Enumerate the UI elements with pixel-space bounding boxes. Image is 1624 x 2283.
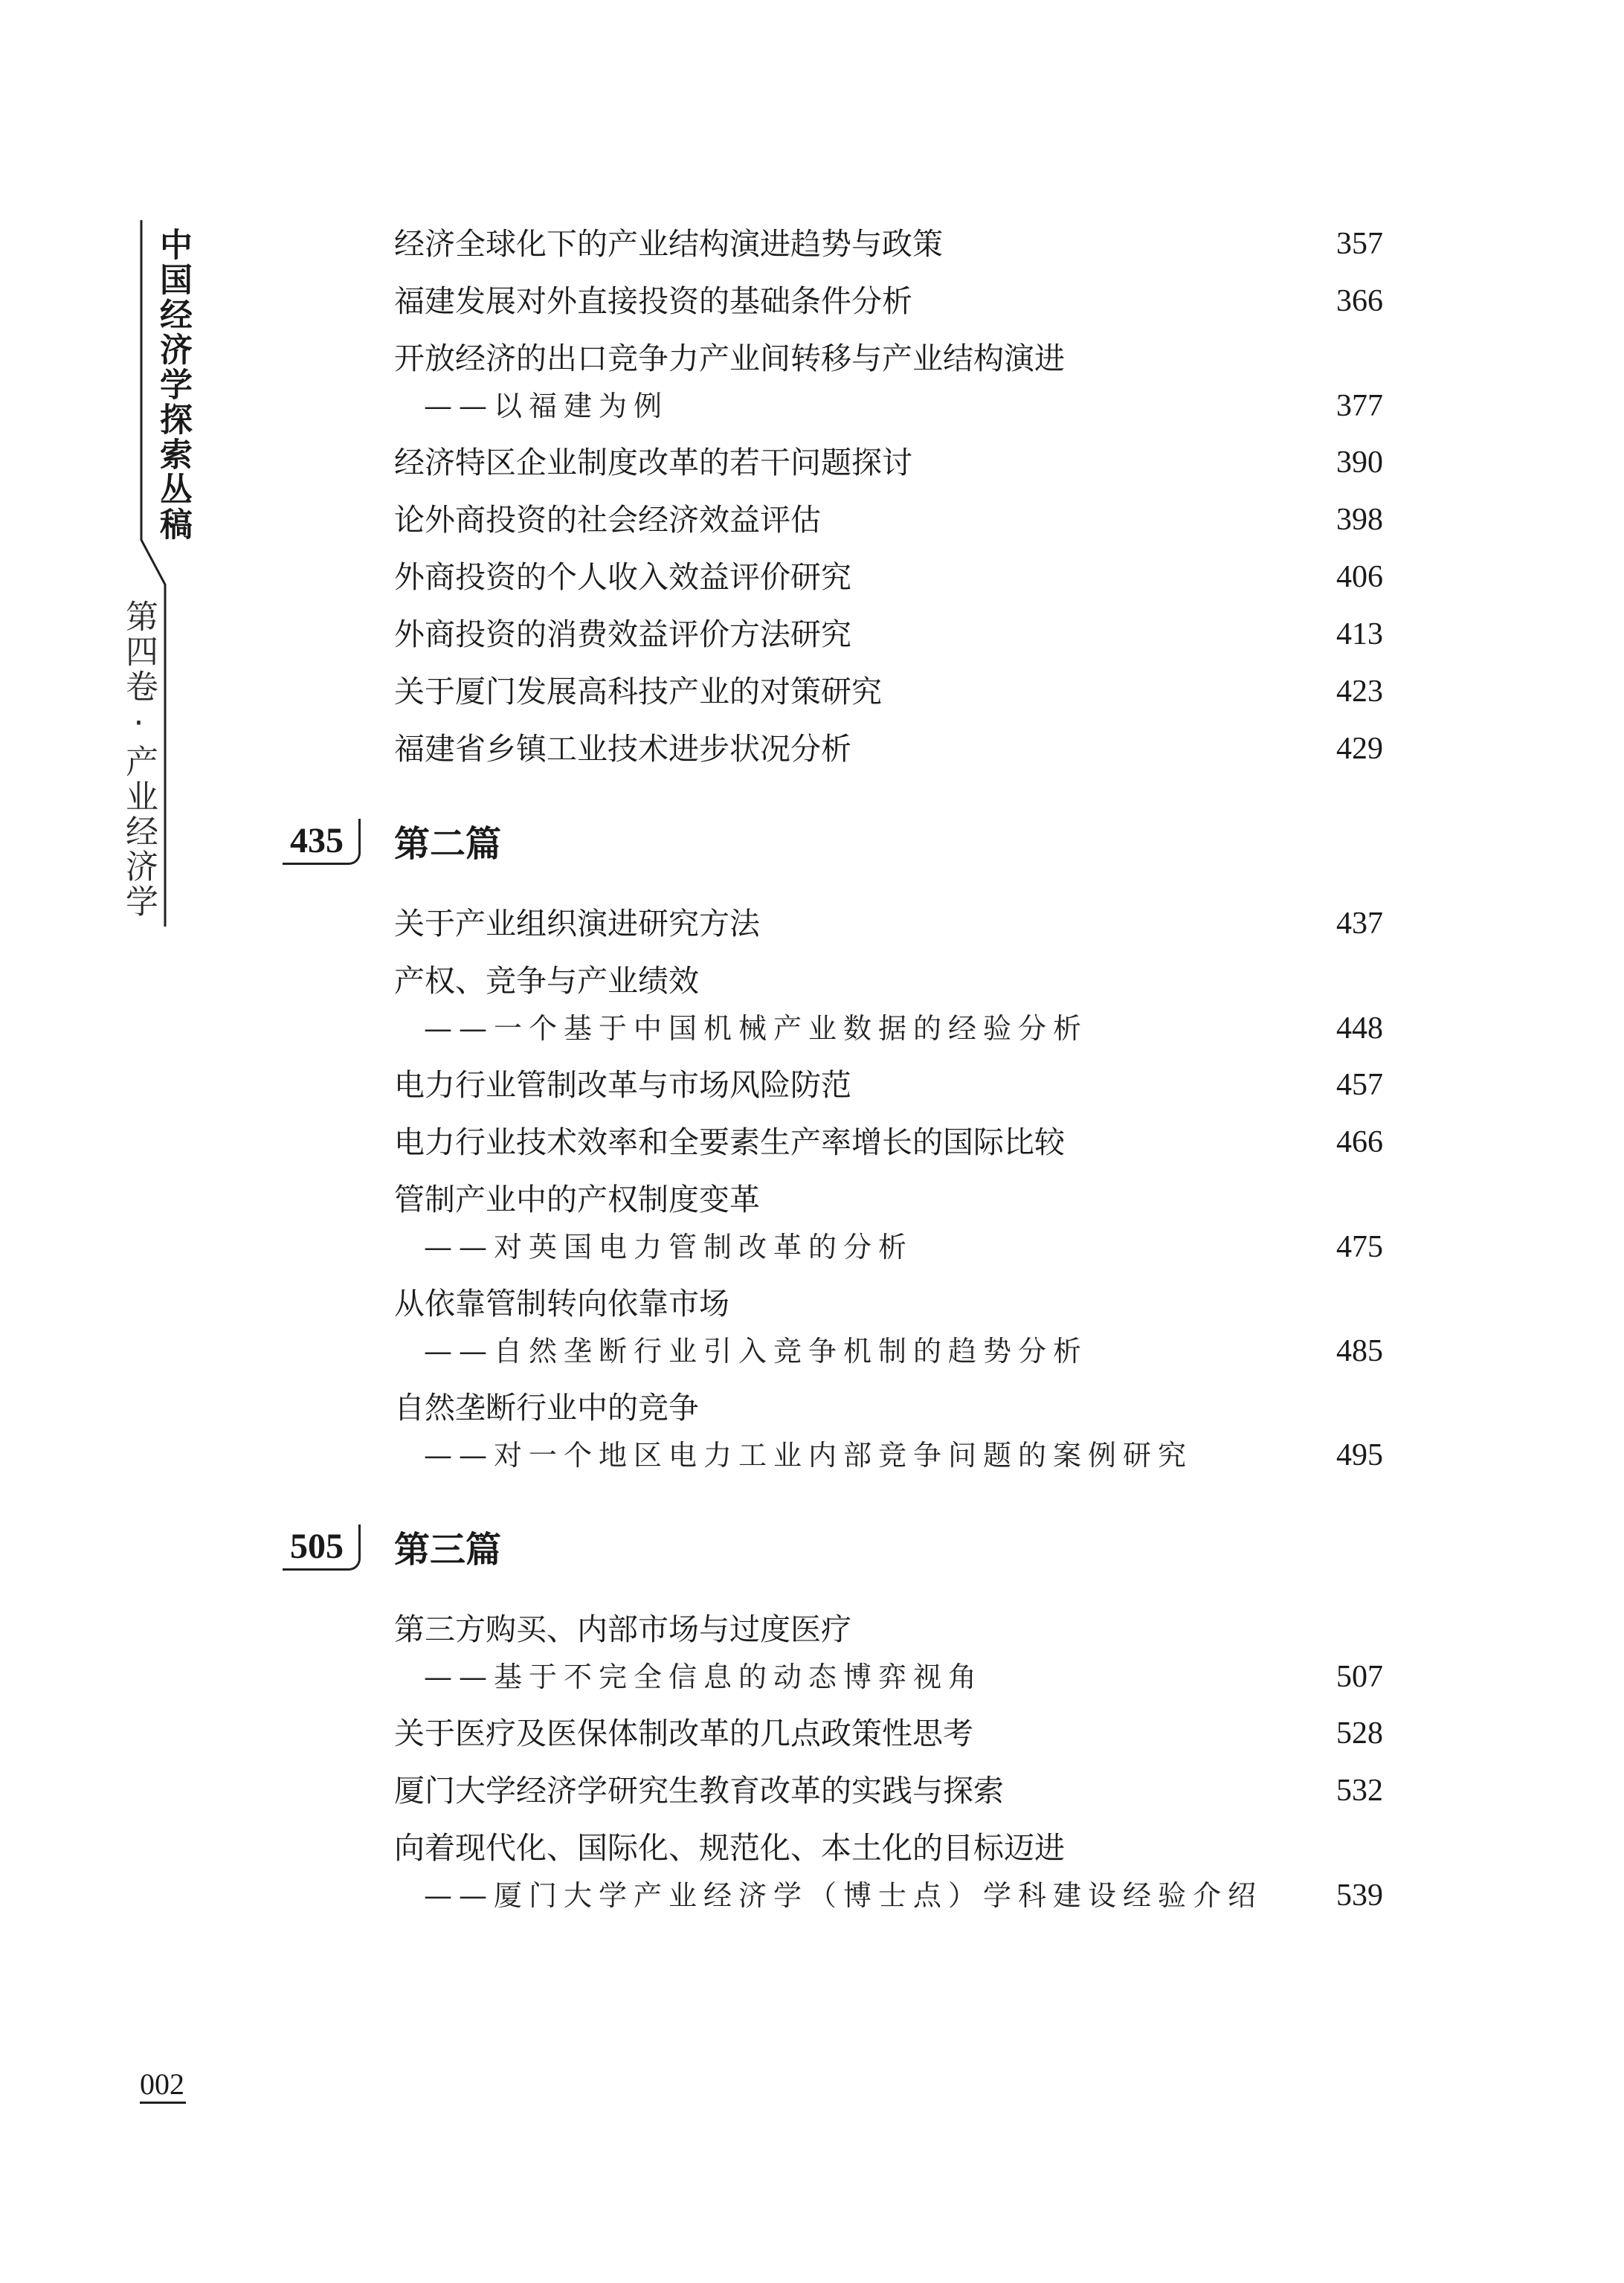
- volume-title: 第四卷·产业经济学: [120, 599, 158, 919]
- entry-subtitle: ——以福建为例: [424, 390, 669, 422]
- toc-entry[interactable]: [394, 1171, 1383, 1275]
- entry-page: 437: [1336, 907, 1383, 941]
- section-title: 第二篇: [394, 823, 502, 865]
- section-title: 第三篇: [394, 1529, 502, 1571]
- entry-title: 关于医疗及医保体制改革的几点政策性思考: [394, 1716, 973, 1751]
- toc-entry[interactable]: [394, 434, 1383, 492]
- toc-entry[interactable]: [394, 549, 1383, 606]
- entry-page: 532: [1336, 1774, 1383, 1808]
- toc-entry[interactable]: [394, 1705, 1383, 1762]
- entry-title: 经济特区企业制度改革的若干问题探讨: [394, 445, 912, 480]
- section-heading-2[interactable]: [290, 778, 1383, 895]
- entry-title: 厦门大学经济学研究生教育改革的实践与探索: [394, 1773, 1004, 1809]
- toc-group-3: [394, 1601, 1383, 1924]
- entry-title: 电力行业技术效率和全要素生产率增长的国际比较: [394, 1124, 1065, 1160]
- entry-page: 377: [1336, 389, 1383, 423]
- section-number: 435: [283, 819, 361, 865]
- entry-title: 外商投资的消费效益评价方法研究: [394, 616, 851, 652]
- entry-page: 495: [1336, 1438, 1383, 1472]
- toc-entry[interactable]: [394, 330, 1383, 434]
- toc-group-1: [394, 216, 1383, 778]
- entry-page: 475: [1336, 1230, 1383, 1264]
- entry-subtitle: ——自然垄断行业引入竞争机制的趋势分析: [424, 1335, 1089, 1368]
- entry-page: 398: [1336, 503, 1383, 537]
- entry-title: 从依靠管制转向依靠市场: [394, 1286, 729, 1321]
- entry-page: 448: [1336, 1011, 1383, 1046]
- toc-entry[interactable]: [394, 216, 1383, 273]
- toc-entry[interactable]: [394, 663, 1383, 721]
- entry-page: 539: [1336, 1878, 1383, 1913]
- entry-title: 福建发展对外直接投资的基础条件分析: [394, 283, 912, 319]
- toc-entry[interactable]: [394, 721, 1383, 778]
- side-rail: [119, 220, 192, 927]
- entry-title: 产权、竞争与产业绩效: [394, 963, 699, 999]
- toc-entry[interactable]: [394, 273, 1383, 330]
- entry-title: 管制产业中的产权制度变革: [394, 1182, 760, 1217]
- entry-page: 423: [1336, 674, 1383, 709]
- toc-entry[interactable]: [394, 1820, 1383, 1924]
- entry-title: 关于产业组织演进研究方法: [394, 906, 760, 941]
- toc-entry[interactable]: [394, 1762, 1383, 1820]
- entry-subtitle: ——一个基于中国机械产业数据的经验分析: [424, 1012, 1089, 1045]
- entry-title: 向着现代化、国际化、规范化、本土化的目标迈进: [394, 1830, 1065, 1866]
- entry-title: 开放经济的出口竞争力产业间转移与产业结构演进: [394, 341, 1065, 376]
- entry-title: 外商投资的个人收入效益评价研究: [394, 559, 851, 595]
- toc-entry[interactable]: [394, 1057, 1383, 1114]
- entry-page: 528: [1336, 1716, 1383, 1751]
- entry-page: 485: [1336, 1334, 1383, 1368]
- table-of-contents: [290, 216, 1383, 1924]
- toc-group-2: [394, 895, 1383, 1484]
- toc-entry[interactable]: [394, 953, 1383, 1057]
- entry-subtitle: ——厦门大学产业经济学（博士点）学科建设经验介绍: [424, 1879, 1263, 1912]
- entry-title: 电力行业管制改革与市场风险防范: [394, 1067, 851, 1103]
- page-number: 002: [140, 2067, 186, 2104]
- entry-subtitle: ——基于不完全信息的动态博弈视角: [424, 1661, 984, 1693]
- entry-subtitle: ——对英国电力管制改革的分析: [424, 1231, 914, 1263]
- entry-page: 429: [1336, 732, 1383, 766]
- entry-page: 466: [1336, 1125, 1383, 1159]
- entry-subtitle: ——对一个地区电力工业内部竞争问题的案例研究: [424, 1439, 1193, 1472]
- entry-page: 390: [1336, 445, 1383, 480]
- entry-page: 507: [1336, 1660, 1383, 1694]
- entry-title: 自然垄断行业中的竞争: [394, 1390, 699, 1426]
- entry-title: 福建省乡镇工业技术进步状况分析: [394, 731, 851, 767]
- section-number: 505: [283, 1524, 361, 1571]
- entry-title: 论外商投资的社会经济效益评估: [394, 502, 821, 538]
- toc-entry[interactable]: [394, 606, 1383, 663]
- entry-title: 关于厦门发展高科技产业的对策研究: [394, 674, 882, 709]
- toc-entry[interactable]: [394, 1114, 1383, 1171]
- entry-page: 366: [1336, 284, 1383, 318]
- entry-title: 第三方购买、内部市场与过度医疗: [394, 1611, 851, 1647]
- toc-entry[interactable]: [394, 492, 1383, 549]
- toc-entry[interactable]: [394, 895, 1383, 953]
- entry-page: 413: [1336, 617, 1383, 651]
- series-title: 中国经济学探索丛稿: [154, 228, 192, 542]
- entry-page: 357: [1336, 227, 1383, 261]
- toc-entry[interactable]: [394, 1275, 1383, 1379]
- section-heading-3[interactable]: [290, 1484, 1383, 1601]
- entry-page: 406: [1336, 560, 1383, 594]
- toc-entry[interactable]: [394, 1379, 1383, 1484]
- toc-entry[interactable]: [394, 1601, 1383, 1705]
- entry-title: 经济全球化下的产业结构演进趋势与政策: [394, 226, 943, 262]
- entry-page: 457: [1336, 1068, 1383, 1102]
